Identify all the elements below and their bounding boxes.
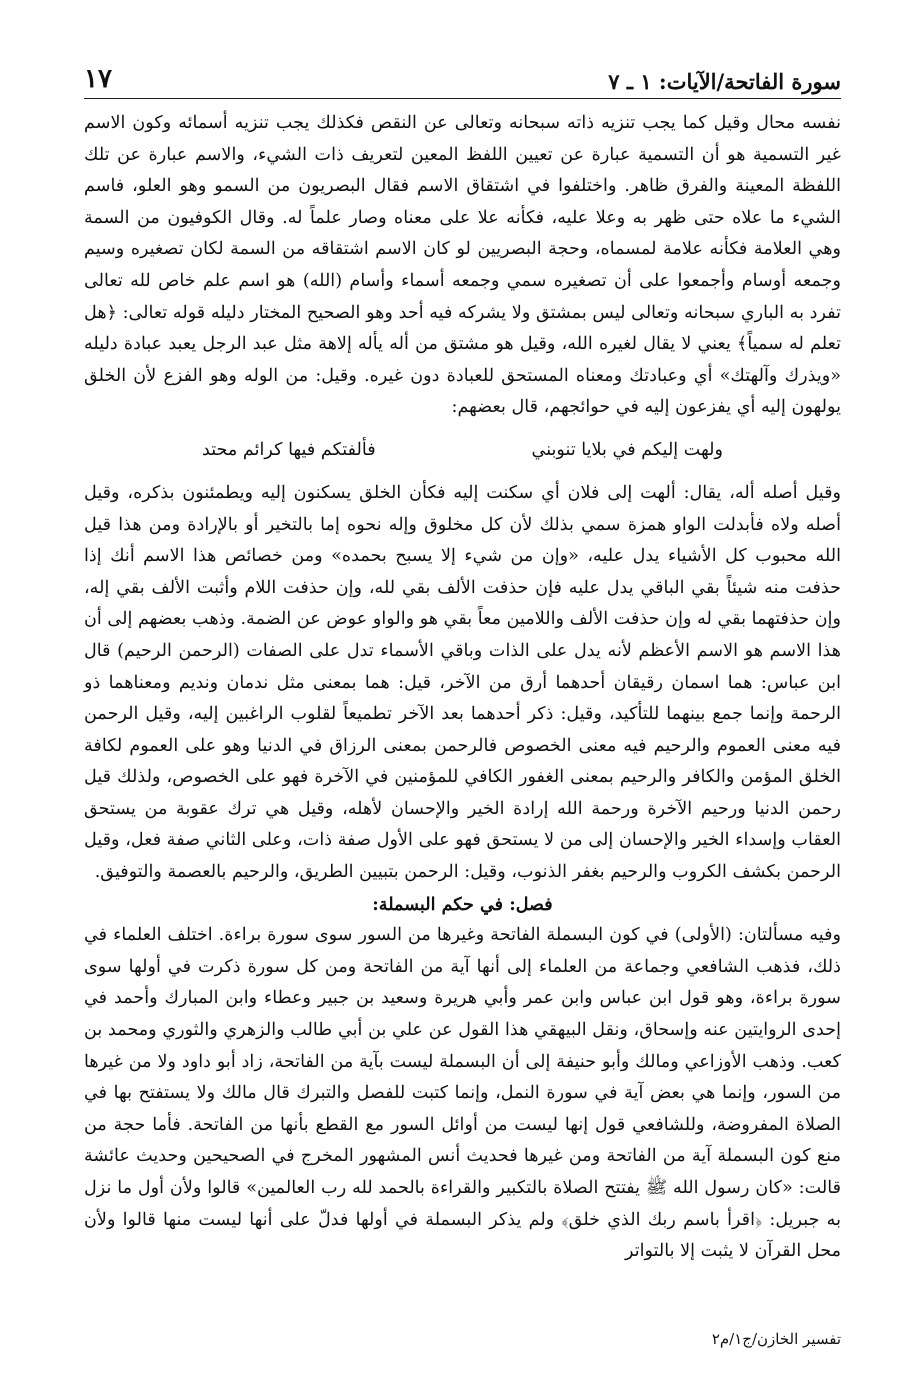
verse-left-hemistich: فألفتكم فيها كرائم محتد [201, 439, 376, 460]
paragraph-3: وفيه مسألتان: (الأولى) في كون البسملة الفاتحة وغيرها من السور سوى سورة براءة. اختلف العلماء في ذلك، فذهب الشافعي وجماعة من العلماء إلى أنها آية من الفاتحة ومن كل سورة ذكرت في أولها سوى سورة براءة، وهو قول ابن عباس وابن عمر وأبي هريرة وسعيد بن جبير وعطاء وابن المبارك وأحمد في إحدى الروايتين عنه وإسحاق، ونقل البيهقي هذا القول عن علي بن أبي طالب والزهري والثوري ومحمد بن كعب. وذهب الأوزاعي ومالك وأبو حنيفة إلى أن البسملة ليست بآية من الفاتحة، زاد أبو داود ولا من غيرها من السور، وإنما هي بعض آية في سورة النمل، وإنما كتبت للفصل والتبرك قال مالك ولا يستفتح بها في الصلاة المفروضة، وللشافعي قول إنها ليست من أوائل السور مع القطع بأنها من الفاتحة. فأما حجة من منع كون البسملة آية من الفاتحة ومن غيرها فحديث أنس المشهور المخرج في الصحيحين وحديث عائشة قالت: «كان رسول الله ﷺ يفتتح الصلاة بالتكبير والقراءة بالحمد لله رب العالمين» قالوا ولأن أول ما نزل به جبريل: ﴿اقرأ باسم ربك الذي خلق﴾ ولم يذكر البسملة في أولها فدلّ على أنها ليست منها قالوا ولأن محل القرآن لا يثبت إلا بالتواتر [84, 925, 841, 1262]
poetry-verse [124, 428, 801, 472]
surah-title: سورة الفاتحة/الآيات: ١ ـ ٧ [608, 69, 841, 94]
page-footer: تفسير الخازن/ج١/م٢ [711, 1330, 841, 1348]
paragraph-2: وقيل أصله أله، يقال: ألهت إلى فلان أي سكنت إليه فكأن الخلق يسكنون إليه ويطمئنون بذكره، وقيل أصله ولاه فأبدلت الواو همزة سمي بذلك لأن كل مخلوق وإله نحوه إما بالتخير أو بالإرادة ومن هذا قيل الله محبوب كل الأشياء يدل عليه، «وإن من شيء إلا يسبح بحمده» ومن خصائص هذا الاسم أنك إذا حذفت منه شيئاً بقي الباقي يدل عليه فإن حذفت الألف بقي لله، وإن حذفت اللام وأثبت الألف بقي إله، وإن حذفتهما بقي له وإن حذفت الألف واللامين معاً بقي هو والواو عوض عن الضمة. وذهب بعضهم إلى أن هذا الاسم هو الاسم الأعظم لأنه يدل على الذات وباقي الأسماء تدل على الصفات (الرحمن الرحيم) قال ابن عباس: هما اسمان رقيقان أحدهما أرق من الآخر، قيل: هما بمعنى مثل ندمان ونديم ومعناهما ذو الرحمة وإنما جمع بينهما للتأكيد، وقيل: ذكر أحدهما بعد الآخر تطميعاً لقلوب الراغبين إليه، وقيل الرحمن فيه معنى العموم والرحيم فيه معنى الخصوص فالرحمن بمعنى الرزاق في الدنيا وهو على العموم لكافة الخلق المؤمن والكافر والرحيم بمعنى الغفور الكافي للمؤمنين في الآخرة فهو على الخصوص، ولذلك قيل رحمن الدنيا ورحيم الآخرة ورحمة الله إرادة الخير والإحسان لأهله، وقيل هي ترك عقوبة من يستحق العقاب وإسداء الخير والإحسان إلى من لا يستحق فهو على الأول صفة ذات، وعلى الثاني صفة فعل، وقيل الرحمن بكشف الكروب والرحيم بغفر الذنوب، وقيل: الرحمن بتبيين الطريق، والرحيم بالعصمة والتوفيق. [84, 482, 841, 883]
page-body [84, 108, 841, 1268]
running-header [84, 58, 841, 99]
paragraph-1: نفسه محال وقيل كما يجب تنزيه ذاته سبحانه وتعالى عن النقص فكذلك يجب تنزيه أسمائه وكون الاسم غير التسمية هو أن التسمية عبارة عن تعيين اللفظ المعين لتعريف ذات الشيء، والاسم عبارة عن تلك اللفظة المعينة والفرق ظاهر. واختلفوا في اشتقاق الاسم فقال البصريون من السمو وهو العلو، فاسم الشيء ما علاه حتى ظهر به وعلا عليه، فكأنه علا على معناه وصار علماً له. وقال الكوفيون من السمة وهي العلامة فكأنه علامة لمسماه، وحجة البصريين لو كان الاسم اشتقاقه من السمة لكان تصغيره وسيم وجمعه أوسام وأجمعوا على أن تصغيره سمي وجمعه أسماء وأسام (الله) هو اسم علم خاص لله تعالى تفرد به الباري سبحانه وتعالى ليس بمشتق ولا يشركه فيه أحد وهو الصحيح المختار دليله قوله تعالى: ﴿هل تعلم له سمياً﴾ يعني لا يقال لغيره الله، وقيل هو مشتق من أله يأله إلاهة مثل عبد الرجل يعبد عبادة دليله «ويذرك وآلهتك» أي وعبادتك ومعناه المستحق للعبادة دون غيره. وقيل: من الوله وهو الفزع لأن الخلق يولهون إليه أي يفزعون إليه في حوائجهم، قال بعضهم: [84, 113, 842, 418]
page-number: ١٧ [84, 64, 112, 94]
section-heading: فصل: في حكم البسملة: [372, 893, 553, 915]
verse-right-hemistich: ولهت إليكم في بلايا تنوبني [531, 439, 724, 460]
